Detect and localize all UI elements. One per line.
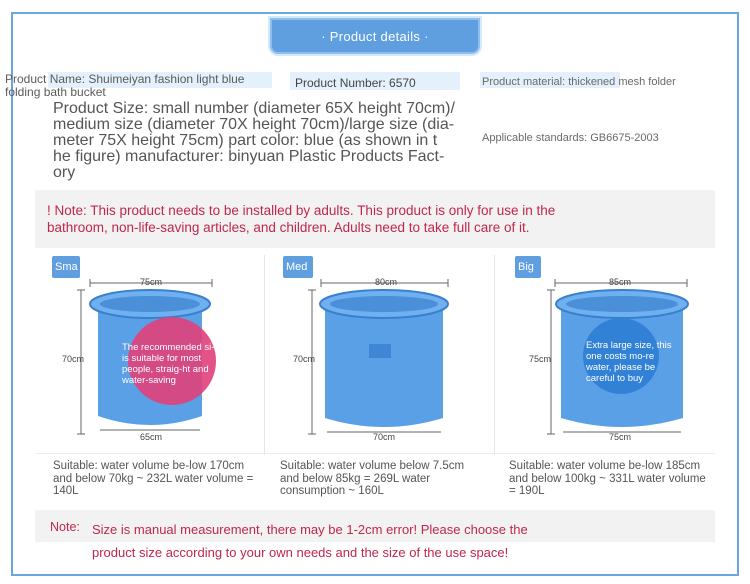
size-tag-small: Sma bbox=[52, 256, 80, 278]
installation-notice-text: ! Note: This product needs to be installed by adults. This product is only for use in the bathroom, non-life-saving articles, and children. Adults need to take full care of it. bbox=[47, 203, 556, 235]
top-width-small: 75cm bbox=[140, 277, 163, 287]
column-divider bbox=[264, 255, 265, 455]
height-big: 75cm bbox=[529, 354, 552, 364]
measurement-note-line1: Size is manual measurement, there may be 1-2cm error! Please choose the bbox=[92, 522, 528, 537]
top-width-big: 85cm bbox=[609, 277, 632, 287]
suitable-big: Suitable: water volume be-low 185cm and below 100kg ~ 331L water volume = 190L bbox=[509, 460, 706, 497]
column-divider bbox=[494, 255, 495, 455]
product-number: Product Number: 6570 bbox=[295, 76, 416, 90]
product-card-medium bbox=[283, 256, 493, 446]
size-tag-big: Big bbox=[515, 256, 541, 278]
height-medium: 70cm bbox=[293, 354, 316, 364]
size-tag-medium: Med bbox=[283, 256, 313, 278]
applicable-standards: Applicable standards: GB6675-2003 bbox=[482, 132, 659, 144]
product-material: Product material: thickened mesh folder bbox=[482, 76, 676, 88]
section-title-tab bbox=[270, 18, 480, 54]
tub-overlay-big: Extra large size, this one costs mo-re water, please be careful to buy bbox=[586, 340, 672, 384]
measurement-note-label: Note: bbox=[50, 520, 80, 534]
measurement-note-line2: product size according to your own needs and the size of the use space! bbox=[92, 545, 509, 560]
divider-line bbox=[35, 453, 715, 454]
product-name: Product Name: Shuimeiyan fashion light blue folding bath bucket bbox=[5, 72, 245, 99]
suitable-small: Suitable: water volume be-low 170cm and below 70kg ~ 232L water volume = 140L bbox=[53, 460, 254, 497]
section-title: · Product details · bbox=[321, 29, 429, 44]
bottom-width-small: 65cm bbox=[140, 432, 163, 442]
product-card-small bbox=[52, 256, 262, 446]
top-width-medium: 80cm bbox=[375, 277, 398, 287]
product-size-text: Product Size: small number (diameter 65X height 70cm)/ medium size (diameter 70X height 70cm)/large size (dia- meter 75X height 75cm) part color: blue (as shown in t he figure) manufacturer: binyuan Plastic Products Fact- ory bbox=[53, 100, 455, 181]
bottom-width-big: 75cm bbox=[609, 432, 632, 442]
product-card-big bbox=[515, 256, 725, 446]
suitable-medium: Suitable: water volume below 7.5cm and below 85kg = 269L water consumption ~ 160L bbox=[280, 460, 465, 497]
bottom-width-medium: 70cm bbox=[373, 432, 396, 442]
tub-overlay-small: The recommended si-ze is suitable for most people, straig-ht and water-saving bbox=[122, 342, 225, 386]
installation-notice bbox=[35, 190, 715, 248]
height-small: 70cm bbox=[62, 354, 85, 364]
